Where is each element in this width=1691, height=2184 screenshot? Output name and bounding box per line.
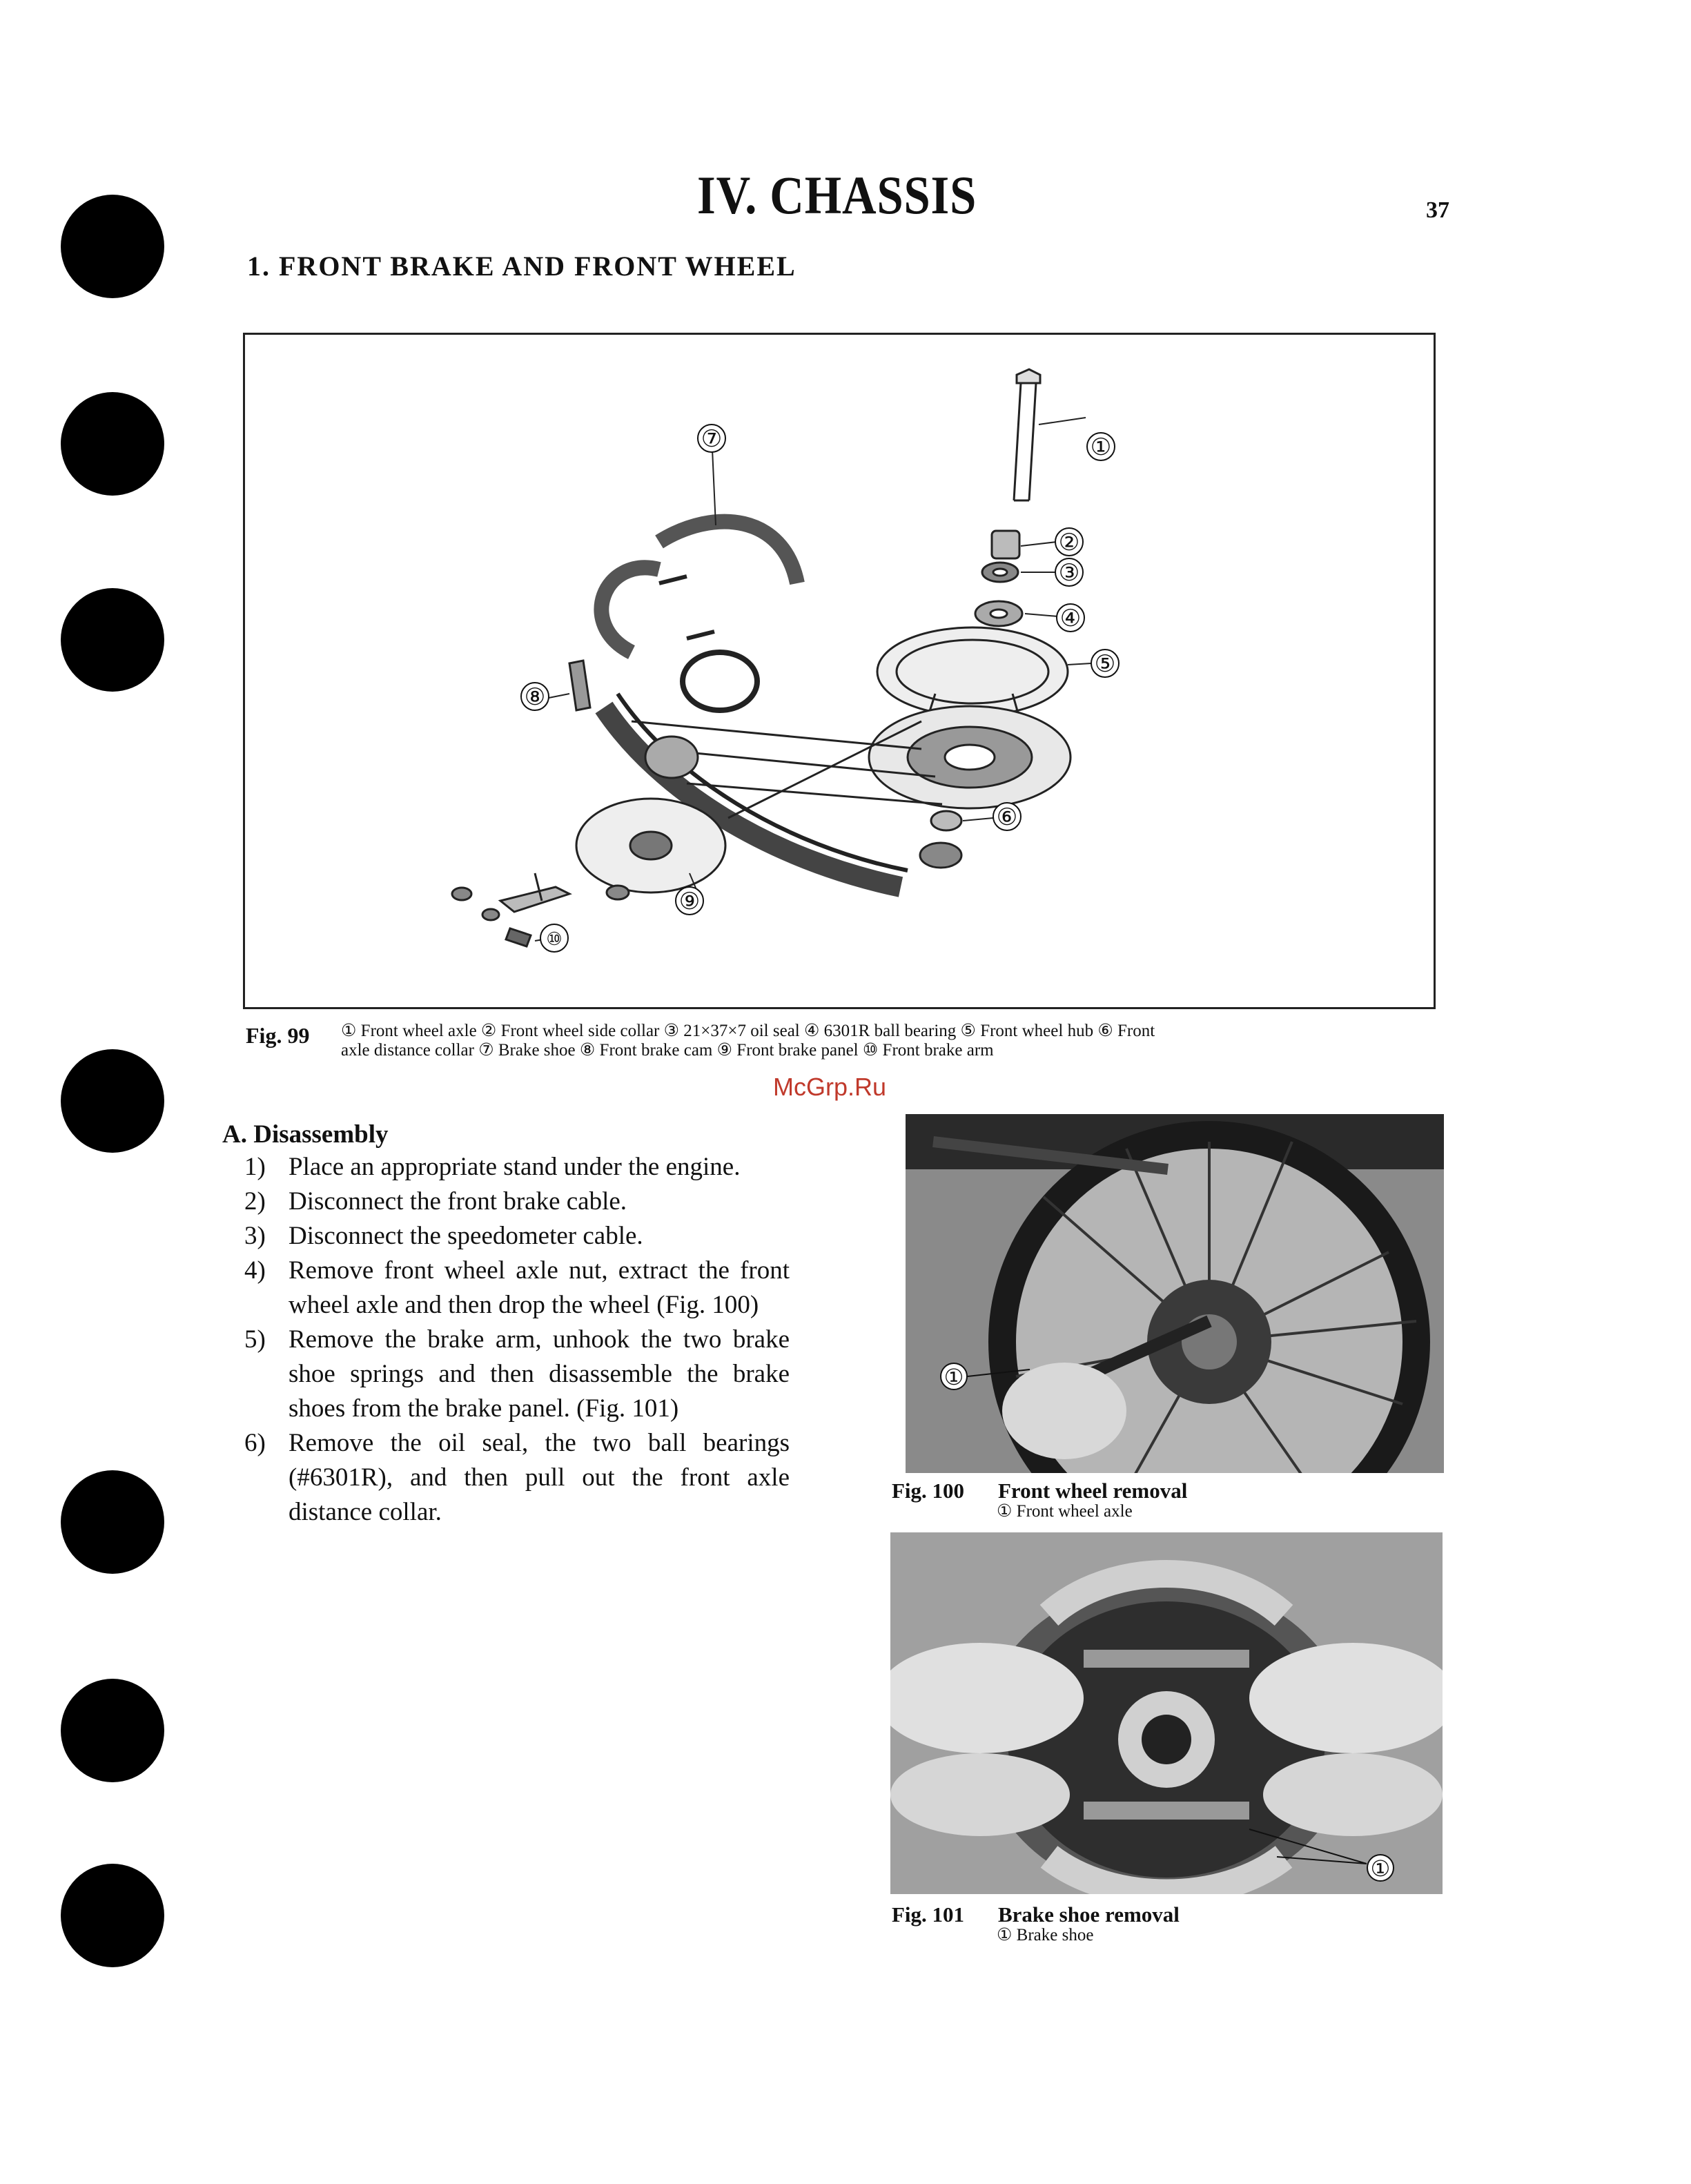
binder-hole	[61, 195, 164, 298]
binder-hole	[61, 392, 164, 496]
svg-text:③: ③	[1058, 560, 1080, 586]
svg-text:④: ④	[1059, 606, 1082, 632]
brake-shoe-drawing	[601, 434, 797, 652]
fig100-title: Front wheel removal	[998, 1479, 1188, 1503]
svg-text:⑩: ⑩	[546, 929, 563, 949]
binder-hole	[61, 1049, 164, 1153]
step-item: 1) Place an appropriate stand under the engine.	[244, 1153, 741, 1181]
brake-cam-drawing	[549, 652, 757, 778]
fig100-legend: ① Front wheel axle	[997, 1502, 1133, 1521]
svg-text:⑥: ⑥	[996, 805, 1018, 830]
binder-hole	[61, 1679, 164, 1782]
callout-3	[1055, 558, 1083, 586]
callout-7	[698, 425, 725, 452]
fig100-callout: ①	[944, 1365, 964, 1390]
callout-10	[540, 924, 568, 952]
callout-8	[521, 683, 549, 710]
svg-text:⑦: ⑦	[701, 427, 723, 452]
binder-hole	[61, 588, 164, 692]
svg-text:⑤: ⑤	[1094, 652, 1116, 677]
page-number: 37	[1426, 197, 1449, 223]
front-wheel-axle-drawing	[1014, 369, 1086, 500]
chapter-title: IV. CHASSIS	[697, 165, 977, 225]
step-item: 3) Disconnect the speedometer cable.	[244, 1222, 643, 1250]
svg-text:⑨: ⑨	[678, 889, 701, 915]
callout-5	[1091, 650, 1119, 677]
disassembly-steps	[244, 1150, 790, 1530]
binder-hole	[61, 1864, 164, 1967]
callout-6	[993, 803, 1021, 830]
front-wheel-removal-photo	[906, 1114, 1444, 1473]
fig101-title: Brake shoe removal	[998, 1902, 1180, 1927]
fig101-callout: ①	[1370, 1856, 1391, 1881]
exploded-diagram	[245, 335, 1434, 1007]
front-wheel-hub-drawing	[869, 627, 1091, 808]
brake-panel-drawing	[576, 799, 725, 899]
svg-text:②: ②	[1058, 530, 1080, 556]
watermark: McGrp.Ru	[773, 1073, 887, 1101]
fig100-label: Fig. 100	[892, 1479, 965, 1503]
binder-hole	[61, 1470, 164, 1574]
callout-2	[1055, 528, 1083, 556]
exploded-diagram-frame	[243, 333, 1436, 1009]
fig101-legend: ① Brake shoe	[997, 1926, 1094, 1944]
svg-text:⑧: ⑧	[524, 685, 546, 710]
fig99-legend	[341, 1022, 1438, 1060]
step-item: 6) Remove the oil seal, the two ball bearings (#6301R), and then pull out the front axle distance collar.	[244, 1429, 790, 1526]
section-heading: 1. FRONT BRAKE AND FRONT WHEEL	[247, 251, 796, 282]
axle-stack-drawing	[975, 531, 1058, 626]
fig101-label: Fig. 101	[892, 1902, 965, 1927]
fig99-legend-line: axle distance collar ⑦ Brake shoe ⑧ Front brake cam ⑨ Front brake panel ⑩ Front brake arm	[341, 1041, 994, 1060]
callout-4	[1057, 604, 1084, 632]
step-item: 4) Remove front wheel axle nut, extract the front wheel axle and then drop the wheel (Fig. 100)	[244, 1256, 790, 1319]
callout-9	[676, 887, 703, 915]
svg-text:①: ①	[1090, 435, 1112, 460]
subsection-heading: A. Disassembly	[222, 1120, 389, 1149]
fig99-label: Fig. 99	[246, 1023, 310, 1048]
callout-1	[1087, 433, 1115, 460]
step-item: 2) Disconnect the front brake cable.	[244, 1187, 627, 1216]
step-item: 5) Remove the brake arm, unhook the two brake shoe springs and then disassemble the brake shoes from the brake panel. (Fig. 101)	[244, 1325, 790, 1423]
brake-shoe-removal-photo	[890, 1532, 1443, 1894]
fig99-legend-line: ① Front wheel axle ② Front wheel side collar ③ 21×37×7 oil seal ④ 6301R ball bearing ⑤ Front wheel hub ⑥ Front	[341, 1022, 1155, 1040]
